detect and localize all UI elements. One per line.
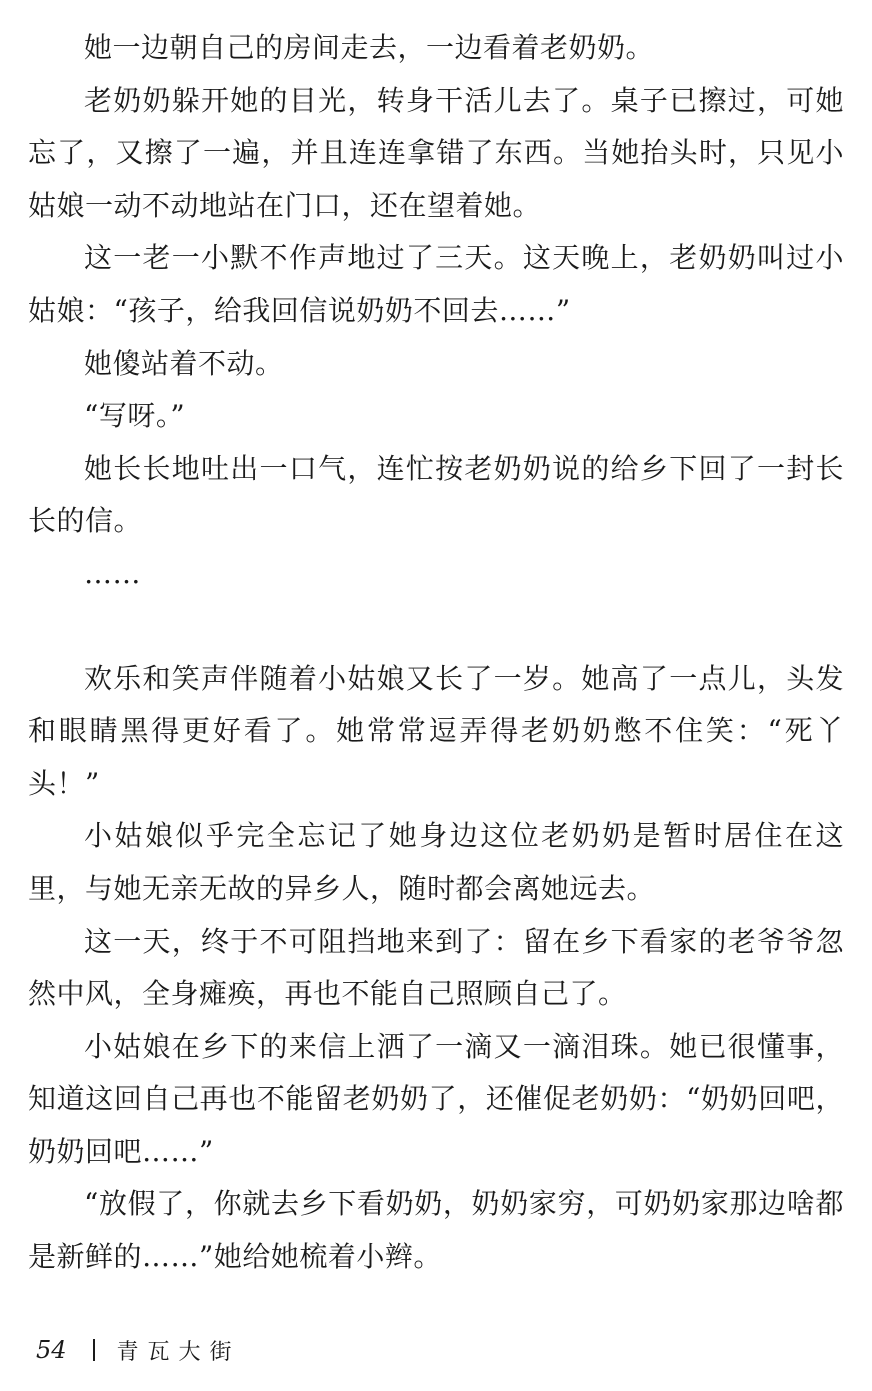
paragraph: “放假了，你就去乡下看奶奶，奶奶家穷，可奶奶家那边啥都是新鲜的……”她给她梳着小辫。	[28, 1187, 844, 1274]
ellipsis-paragraph: ……	[84, 556, 141, 590]
text-body	[28, 22, 844, 1284]
page-number: 54	[36, 1336, 67, 1364]
section-break	[28, 601, 844, 653]
book-title: 青瓦大街	[116, 1339, 241, 1365]
footer-divider	[93, 1339, 95, 1361]
paragraph: 这一天，终于不可阻挡地来到了：留在乡下看家的老爷爷忽然中风，全身瘫痪，再也不能自己照顾自己了。	[28, 924, 844, 1011]
paragraph: 她一边朝自己的房间走去，一边看着老奶奶。	[84, 31, 655, 64]
paragraph: 小姑娘在乡下的来信上洒了一滴又一滴泪珠。她已很懂事，知道这回自己再也不能留老奶奶了，还催促老奶奶：“奶奶回吧，奶奶回吧……”	[28, 1029, 844, 1168]
paragraph: 她长长地吐出一口气，连忙按老奶奶说的给乡下回了一封长长的信。	[28, 451, 844, 538]
paragraph: 她傻站着不动。	[84, 346, 284, 380]
paragraph: “写呀。”	[84, 399, 186, 433]
paragraph: 老奶奶躲开她的目光，转身干活儿去了。桌子已擦过，可她忘了，又擦了一遍，并且连连拿错了东西。当她抬头时，只见小姑娘一动不动地站在门口，还在望着她。	[28, 83, 844, 222]
paragraph: 这一老一小默不作声地过了三天。这天晚上，老奶奶叫过小姑娘：“孩子，给我回信说奶奶不回去……”	[28, 241, 844, 327]
paragraph: 欢乐和笑声伴随着小姑娘又长了一岁。她高了一点儿，头发和眼睛黑得更好看了。她常常逗弄得老奶奶憋不住笑：“死丫头！”	[28, 661, 844, 800]
paragraph: 小姑娘似乎完全忘记了她身边这位老奶奶是暂时居住在这里，与她无亲无故的异乡人，随时都会离她远去。	[28, 819, 844, 905]
page-footer	[36, 1330, 241, 1370]
